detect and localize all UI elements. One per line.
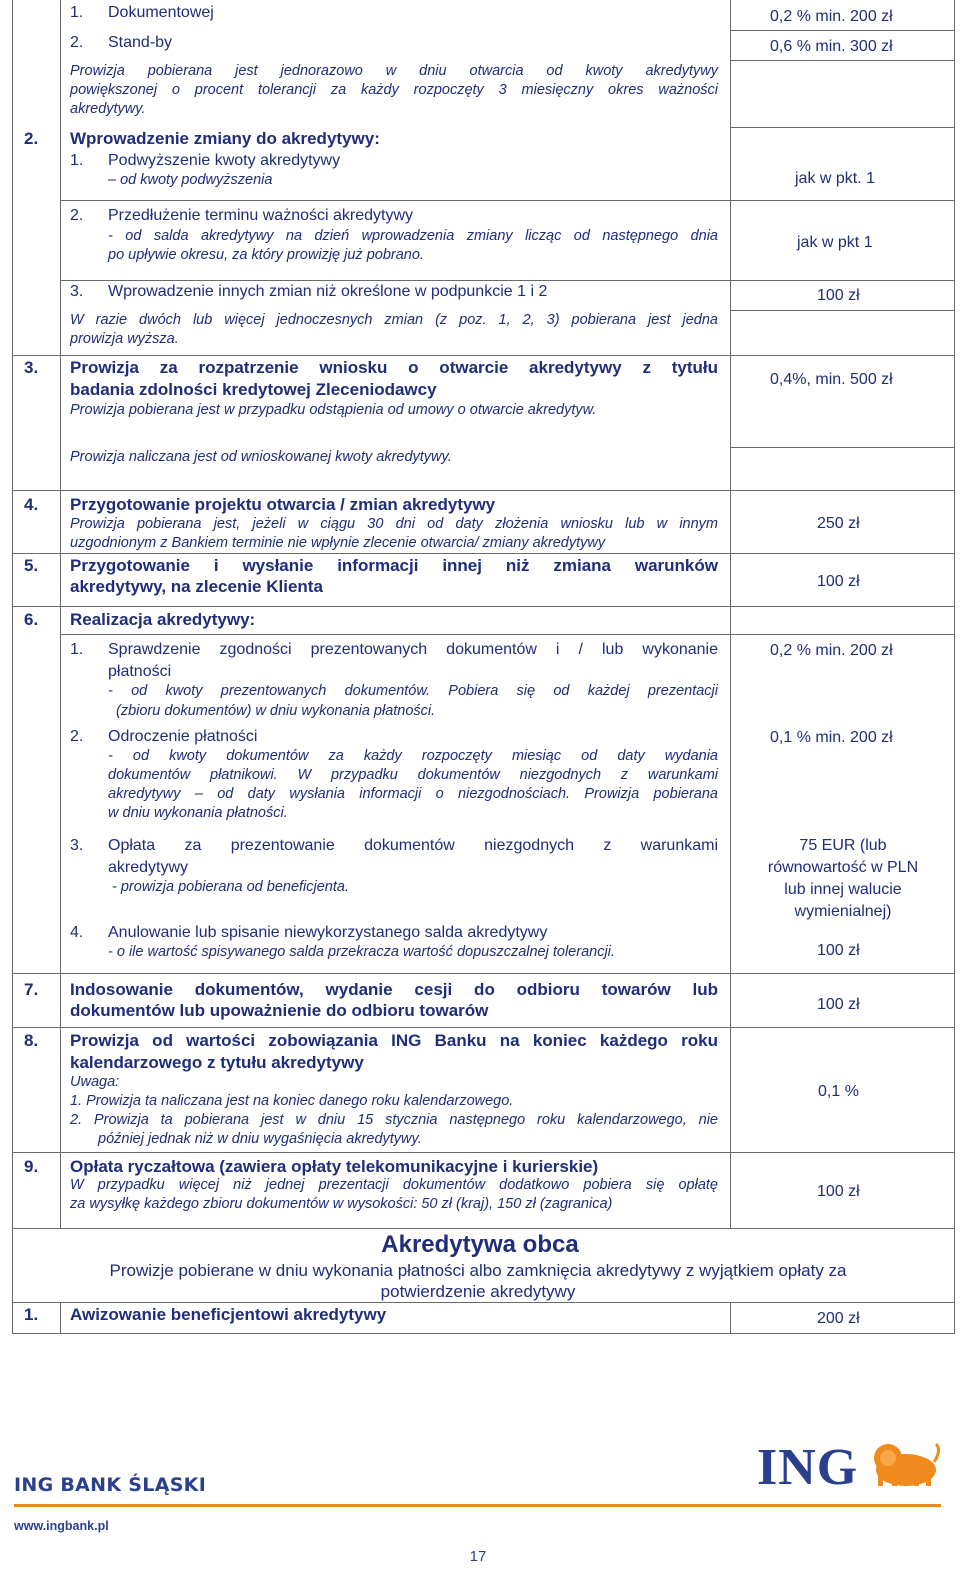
table-border-mid-2 [730,1302,731,1334]
section-title: Awizowanie beneficjentowi akredytywy [70,1305,387,1324]
fee-value: 0,6 % min. 300 zł [770,38,893,55]
website-link[interactable]: www.ingbank.pl [14,1519,109,1533]
row-divider [12,1302,954,1303]
row-divider [12,606,954,607]
section-subtitle: potwierdzenie akredytywy [380,1282,576,1301]
row-label: Odroczenie płatności [108,728,258,745]
note-line: prowizja wyższa. [70,331,179,347]
row-label: akredytywy [108,859,189,876]
note-line: później jednak niż w dniu wygaśnięcia akredytywy. [98,1131,422,1147]
row-sub: dokumentów płatnikowi. W przypadku dokumentów niezgodnych z warunkami [108,767,718,783]
fee-value: 0,1 % min. 200 zł [770,729,893,746]
table-border-left [12,0,13,1334]
row-number: 1. [70,641,84,658]
row-divider [12,1027,954,1028]
row-divider [60,280,954,281]
fee-value: 0,2 % min. 200 zł [770,8,893,25]
fee-value: 100 zł [817,1183,860,1200]
row-divider [730,447,954,448]
section-number: 8. [24,1031,39,1050]
row-sub: – od kwoty podwyższenia [108,172,273,188]
row-divider [12,1228,954,1229]
section-number: 5. [24,556,39,575]
section-number: 9. [24,1157,39,1176]
row-label: Opłata za prezentowanie dokumentów niezgodnych z warunkami [108,837,718,854]
note-line: powiększonej o procent tolerancji za każdy rozpoczęty 3 miesięczny okres ważności [70,82,718,98]
row-sub: - od salda akredytywy na dzień wprowadzenia zmiany licząc od następnego dnia [108,228,718,244]
fee-value: jak w pkt. 1 [795,170,876,187]
fee-value: 200 zł [817,1310,860,1327]
fee-value: 250 zł [817,515,860,532]
note-line: W przypadku więcej niż jednej prezentacji dokumentów dodatkowo pobiera się opłatę [70,1177,718,1193]
row-number: 3. [70,837,84,854]
row-sub: - od kwoty dokumentów za każdy rozpoczęty miesiąc od daty wydania [108,748,718,764]
lion-icon [866,1440,942,1490]
row-number: 4. [70,924,84,941]
footer-orange-rule [14,1504,941,1507]
row-divider [730,310,954,311]
section-subtitle: Prowizje pobierane w dniu wykonania płatności albo zamknięcia akredytywy z wyjątkiem opłaty za [109,1261,847,1280]
row-divider [12,490,954,491]
section-number: 4. [24,495,39,514]
section-number: 6. [24,610,39,629]
row-sub: - od kwoty prezentowanych dokumentów. Pobiera się od każdej prezentacji [108,683,718,699]
row-divider [12,1152,954,1153]
row-label: Przedłużenie terminu ważności akredytywy [108,207,414,224]
fee-value: 75 EUR (lub [799,837,887,854]
row-sub: - o ile wartość spisywanego salda przekracza wartość dopuszczalnej tolerancji. [108,944,615,960]
row-sub: w dniu wykonania płatności. [108,805,288,821]
note-line: 1. Prowizja ta naliczana jest na koniec danego roku kalendarzowego. [70,1093,514,1109]
fee-value: 100 zł [817,287,860,304]
row-label: Podwyższenie kwoty akredytywy [108,152,341,169]
row-number: 1. [70,152,84,169]
row-divider [12,553,954,554]
section-title: badania zdolności kredytowej Zleceniodawcy [70,380,437,399]
fee-value: wymienialnej) [794,903,892,920]
fee-value: 100 zł [817,573,860,590]
fee-value: 0,4%, min. 500 zł [770,371,893,388]
ing-logo-text: ING [757,1439,859,1496]
fee-value: 0,2 % min. 200 zł [770,642,893,659]
note-line: uzgodnionym z Bankiem terminie nie wpłynie zlecenie otwarcia/ zmiany akredytywy [70,535,606,551]
section-number: 1. [24,1305,39,1324]
row-number: 2. [70,728,84,745]
note-line: Prowizja pobierana jest w przypadku odstąpienia od umowy o otwarcie akredytyw. [70,402,597,418]
row-label: Wprowadzenie innych zmian niż określone w podpunkcie 1 i 2 [108,283,548,300]
section-title: Prowizja za rozpatrzenie wniosku o otwarcie akredytywy z tytułu [70,358,718,377]
row-divider [12,973,954,974]
table-border-mid [730,0,731,1228]
row-number: 2. [70,34,84,51]
fee-value: 0,1 % [818,1083,859,1100]
table-border-bottom [12,1333,954,1334]
row-sub: (zbioru dokumentów) w dniu wykonania płatności. [116,703,436,719]
note-line: Uwaga: [70,1074,120,1090]
section-title: Indosowanie dokumentów, wydanie cesji do odbioru towarów lub [70,980,718,999]
section-title: kalendarzowego z tytułu akredytywy [70,1053,364,1072]
section-number: 7. [24,980,39,999]
section-title: Wprowadzenie zmiany do akredytywy: [70,129,380,148]
section-title: Prowizja od wartości zobowiązania ING Banku na koniec każdego roku [70,1031,718,1050]
note-line: za wysyłkę każdego zbioru dokumentów w wysokości: 50 zł (kraj), 150 zł (zagranica) [70,1196,613,1212]
row-label: Stand-by [108,34,173,51]
bank-name: ING BANK ŚLĄSKI [14,1474,207,1496]
note-line: W razie dwóch lub więcej jednoczesnych zmian (z poz. 1, 2, 3) pobierana jest jedna [70,312,718,328]
note-line: Prowizja pobierana jest, jeżeli w ciągu 30 dni od daty złożenia wniosku lub w innym [70,516,718,532]
row-sub: - prowizja pobierana od beneficjenta. [112,879,349,895]
row-divider [12,355,954,356]
row-label: płatności [108,663,172,680]
row-divider [730,127,954,128]
row-label: Anulowanie lub spisanie niewykorzystanego salda akredytywy [108,924,548,941]
table-border-num-2 [60,1302,61,1334]
note-line: Prowizja naliczana jest od wnioskowanej kwoty akredytywy. [70,449,452,465]
section-heading: Akredytywa obca [381,1231,579,1258]
row-number: 2. [70,207,84,224]
row-divider [60,200,954,201]
section-number: 2. [24,129,39,148]
fee-value: 100 zł [817,942,860,959]
fee-value: 100 zł [817,996,860,1013]
row-divider [730,60,954,61]
fee-value: lub innej walucie [784,881,902,898]
row-label: Dokumentowej [108,4,214,21]
row-sub: po upływie okresu, za który prowizję już pobrano. [108,247,424,263]
note-line: 2. Prowizja ta pobierana jest w dniu 15 stycznia następnego roku kalendarzowego, nie [70,1112,718,1128]
row-sub: akredytywy – od daty wysłania informacji o niezgodnościach. Prowizja pobierana [108,786,718,802]
table-border-right [954,0,955,1334]
section-number: 3. [24,358,39,377]
section-title: Przygotowanie projektu otwarcia / zmian akredytywy [70,495,496,514]
section-title: Opłata ryczałtowa (zawiera opłaty telekomunikacyjne i kurierskie) [70,1157,599,1176]
fee-value: jak w pkt 1 [797,234,873,251]
row-divider [60,634,954,635]
note-line: Prowizja pobierana jest jednorazowo w dniu otwarcia od kwoty akredytywy [70,63,718,79]
page-number: 17 [469,1548,487,1565]
section-title: Realizacja akredytywy: [70,610,256,629]
row-number: 3. [70,283,84,300]
table-border-num [60,0,61,1228]
row-number: 1. [70,4,84,21]
fee-value: równowartość w PLN [767,859,919,876]
section-title: Przygotowanie i wysłanie informacji innej niż zmiana warunków [70,556,718,575]
section-title: dokumentów lub upoważnienie do odbioru towarów [70,1001,489,1020]
row-divider [730,30,954,31]
section-title: akredytywy, na zlecenie Klienta [70,577,323,596]
row-label: Sprawdzenie zgodności prezentowanych dokumentów i / lub wykonanie [108,641,718,658]
note-line: akredytywy. [70,101,146,117]
